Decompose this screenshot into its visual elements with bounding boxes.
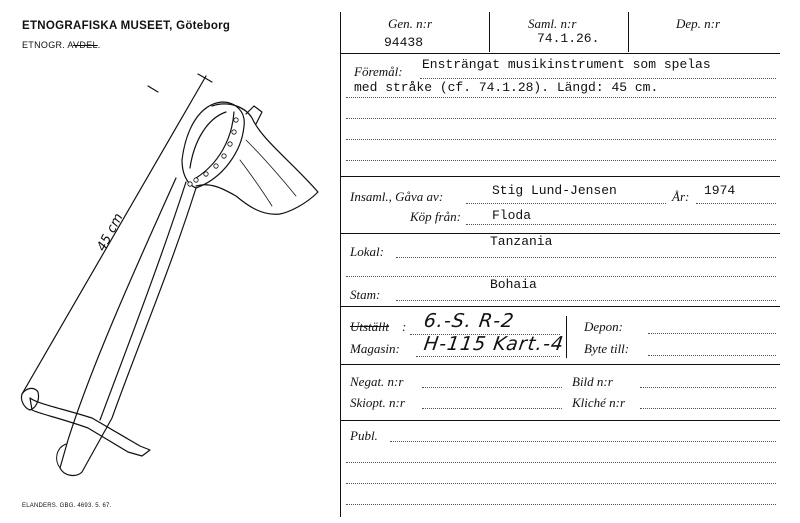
lokal-dotline-1 [396,257,776,258]
card-divider-publ [340,420,780,421]
skiopt-dotline [422,408,562,409]
bild-label: Bild n:r [572,374,613,389]
museum-name: ETNOGRAFISKA MUSEET, Göteborg [22,20,231,32]
insaml-value: Stig Lund-Jensen [492,183,617,198]
insaml-dotline [466,203,666,204]
dep-nr-label: Dep. n:r [676,16,721,31]
stam-dotline [396,300,776,301]
ar-dotline [696,203,776,204]
saml-nr-label: Saml. n:r [528,16,577,31]
skiopt-label: Skiopt. n:r [350,395,405,410]
magasin-dotline [416,356,560,357]
lokal-label: Lokal: [350,244,384,259]
ar-label: År: [672,189,690,204]
utstallt-value: 6.-S. R-2 [422,310,516,332]
bild-dotline [640,387,776,388]
foremal-label: Föremål: [354,64,403,79]
publ-label: Publ. [350,428,378,443]
card-divider-negat [340,364,780,365]
foremal-dotline-3 [346,118,776,119]
depon-dotline [648,333,776,334]
foremal-line-1: Ensträngat musikinstrument som spelas [422,57,711,72]
cliche-dotline [640,408,776,409]
saml-nr-value: 74.1.26. [537,31,600,46]
card-divider-top [340,53,780,54]
gen-nr-value: 94438 [384,35,424,50]
card-divider-insaml [340,176,780,177]
kop-value: Floda [492,208,532,223]
negat-dotline [422,387,562,388]
foremal-dotline-4 [346,139,776,140]
card-divider-magasin [340,306,780,307]
publ-dotline-4 [346,504,776,505]
byte-dotline [648,355,776,356]
foremal-dotline-5 [346,160,776,161]
magasin-label: Magasin: [350,341,400,356]
stam-label: Stam: [350,287,381,302]
depon-label: Depon: [584,319,623,334]
publ-dotline-1 [390,441,776,442]
card-col-divider-2 [628,12,629,52]
card-divider-lokal [340,233,780,234]
ar-value: 1974 [704,183,736,198]
negat-label: Negat. n:r [350,374,404,389]
department-label: ETNOGR. AVDEL. [22,40,101,50]
foremal-dotline-1 [420,78,776,79]
lokal-dotline-2 [346,276,776,277]
cliche-label: Kliché n:r [572,395,626,410]
gen-nr-label: Gen. n:r [388,16,433,31]
publ-dotline-2 [346,462,776,463]
utstallt-label: Utställt [350,319,390,334]
foremal-dotline-2 [346,97,776,98]
insaml-label: Insaml., Gåva av: [350,189,444,204]
lokal-value: Tanzania [490,234,553,249]
kop-label: Köp från: [410,209,461,224]
measure-label: 45 cm [94,211,127,254]
publ-dotline-3 [346,483,776,484]
magasin-value: H-115 Kart.-4 [422,333,566,355]
printer-credit: ELANDERS. GBG. 4693. 5. 67. [22,503,112,509]
card-left-border [340,12,341,517]
card-col-divider-1 [489,12,490,52]
stam-value: Bohaia [490,277,537,292]
foremal-line-2: med stråke (cf. 74.1.28). Längd: 45 cm. [354,80,659,95]
card-col-divider-depon [566,316,567,358]
byte-label: Byte till: [584,341,630,356]
instrument-sketch [0,60,330,500]
kop-dotline [466,224,776,225]
